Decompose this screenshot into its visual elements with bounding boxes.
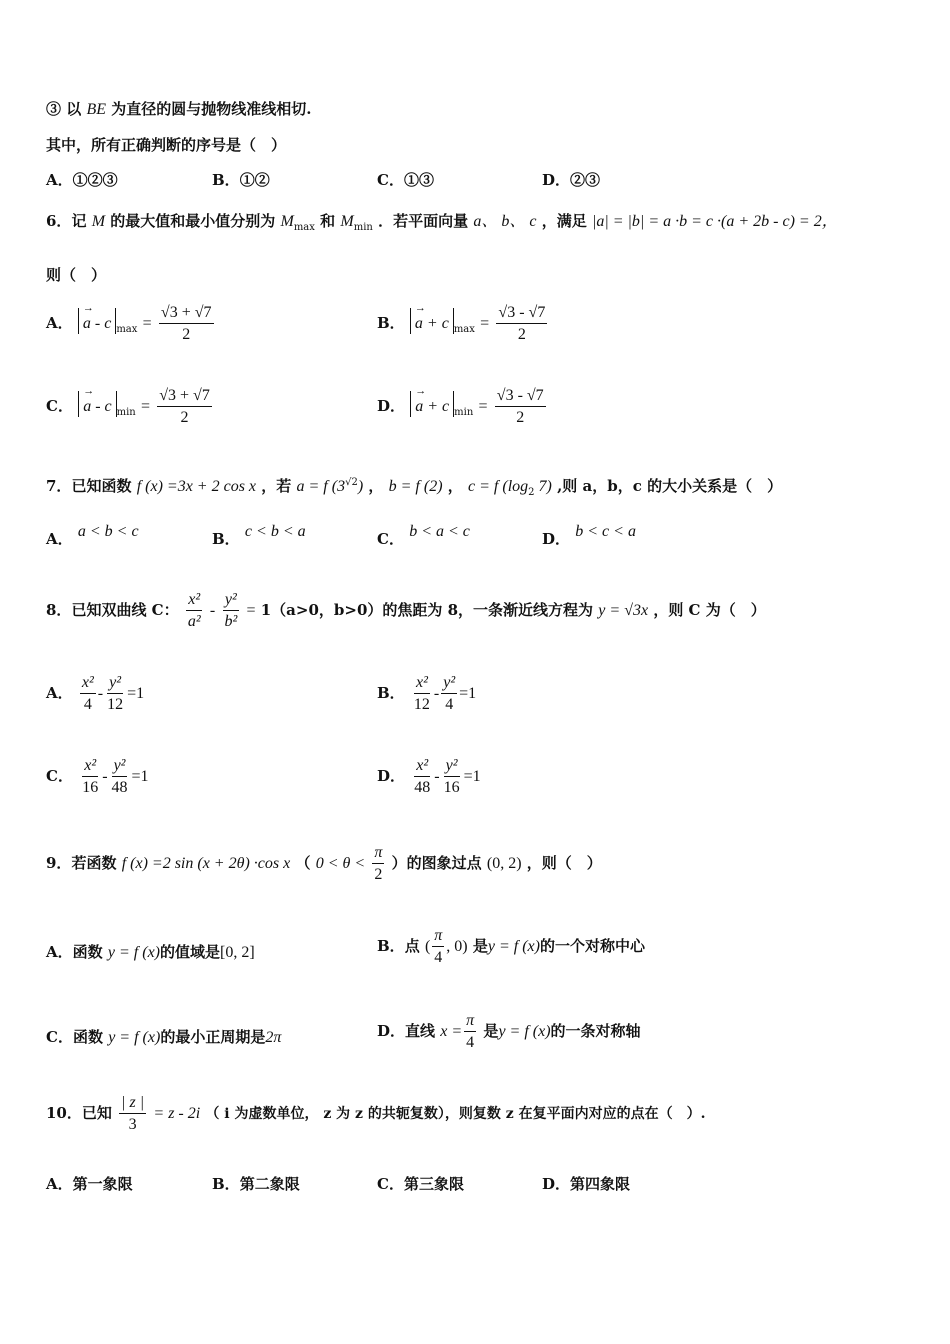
q6-then: 则（ ） [46,266,107,284]
q9-option-c[interactable]: C．函数 y = f (x)的最小正周期是2π [46,1028,282,1046]
q7-option-d[interactable]: D． b < c < a [542,523,636,548]
q7-option-a[interactable]: A． a < b < c [46,523,139,548]
q8-option-b[interactable]: B． $\frac{\text{x²}}{12}$ - $\frac{\text{y²}}{4}$ =1 [377,674,477,713]
q5-option-d[interactable]: D．②③ [542,171,601,189]
q6-option-b[interactable]: B． → a + c $_{max}$ = $\frac{√3 - √7}{2}$ [377,305,549,343]
q10-option-a[interactable]: A．第一象限 [46,1175,133,1193]
q8-stem: 8．已知双曲线 C： $\frac{\text{x²}}{\text{a²}}$ - $\frac{\text{y²}}{\text{b²}}$ = 1（a>0，b>0）的焦距为 8，一条渐近线方程为 y = √3x ，则 C 为（ ） [46,591,766,630]
q5-option-c[interactable]: C．①③ [377,171,434,189]
q6-option-c[interactable]: C． → a - c $_{min}$ = $\frac{√3 + √7}{2}$ [46,388,214,426]
q8-option-a[interactable]: A． $\frac{\text{x²}}{4}$ - $\frac{\text{y²}}{12}$ =1 [46,674,145,713]
q9-option-d[interactable]: D．直线 x = $\frac{\pi}{4}$ 是y = f (x)的一条对称轴 [377,1012,641,1051]
q5-prompt: 其中，所有正确判断的序号是（ ） [46,136,287,154]
q6-option-d[interactable]: D． → a + c $_{min}$ = $\frac{√3 - √7}{2}$ [377,388,548,426]
q7-stem: 7．已知函数 f (x) =3x + 2 cos x ，若 a = f $(3^{√2})$ ， b = f (2) ， c = f ($\log_2$ 7) ,则 a，b，c 的大小关系是（ ） [46,477,783,498]
q8-option-d[interactable]: D． $\frac{\text{x²}}{48}$ - $\frac{\text{y²}}{16}$ =1 [377,757,481,796]
q10-stem: 10．已知 $\frac{| z |}{3}$ = z - 2i （ i 为虚数单位， z 为 z 的共轭复数），则复数 z 在复平面内对应的点在（ ）. [46,1094,706,1133]
q7-option-b[interactable]: B． c < b < a [212,523,306,548]
q6-option-a[interactable]: A． → a - c $_{max}$ = $\frac{√3 + √7}{2}$ [46,305,216,343]
q7-option-c[interactable]: C． b < a < c [377,523,470,548]
q5-option-a[interactable]: A．①②③ [46,171,118,189]
q10-option-d[interactable]: D．第四象限 [542,1175,631,1193]
q8-option-c[interactable]: C． $\frac{\text{x²}}{16}$ - $\frac{\text{y²}}{48}$ =1 [46,757,149,796]
q9-stem: 9．若函数 f (x) =2 sin (x + 2θ) ·cos x （ 0 < θ < $\frac{\pi}{2}$ ）的图象过点 (0, 2) ，则（ ） [46,844,602,883]
q6-stem: 6．记 M 的最大值和最小值分别为 $M_{max}$ 和 $M_{min}$ ．若平面向量 a、 b、 c ，满足 |a| = |b| = a ·b = c ·(a + 2b - c) = 2， [46,212,838,233]
q9-option-a[interactable]: A．函数 y = f (x)的值域是[0, 2] [46,943,255,961]
q9-option-b[interactable]: B．点 ( $\frac{\pi}{4}$ , 0) 是y = f (x)的一个对称中心 [377,927,645,966]
q10-option-b[interactable]: B．第二象限 [212,1175,300,1193]
statement-3: ③ 以 BE 为直径的圆与抛物线准线相切. [46,100,312,118]
q5-option-b[interactable]: B．①② [212,171,270,189]
q10-option-c[interactable]: C．第三象限 [377,1175,464,1193]
